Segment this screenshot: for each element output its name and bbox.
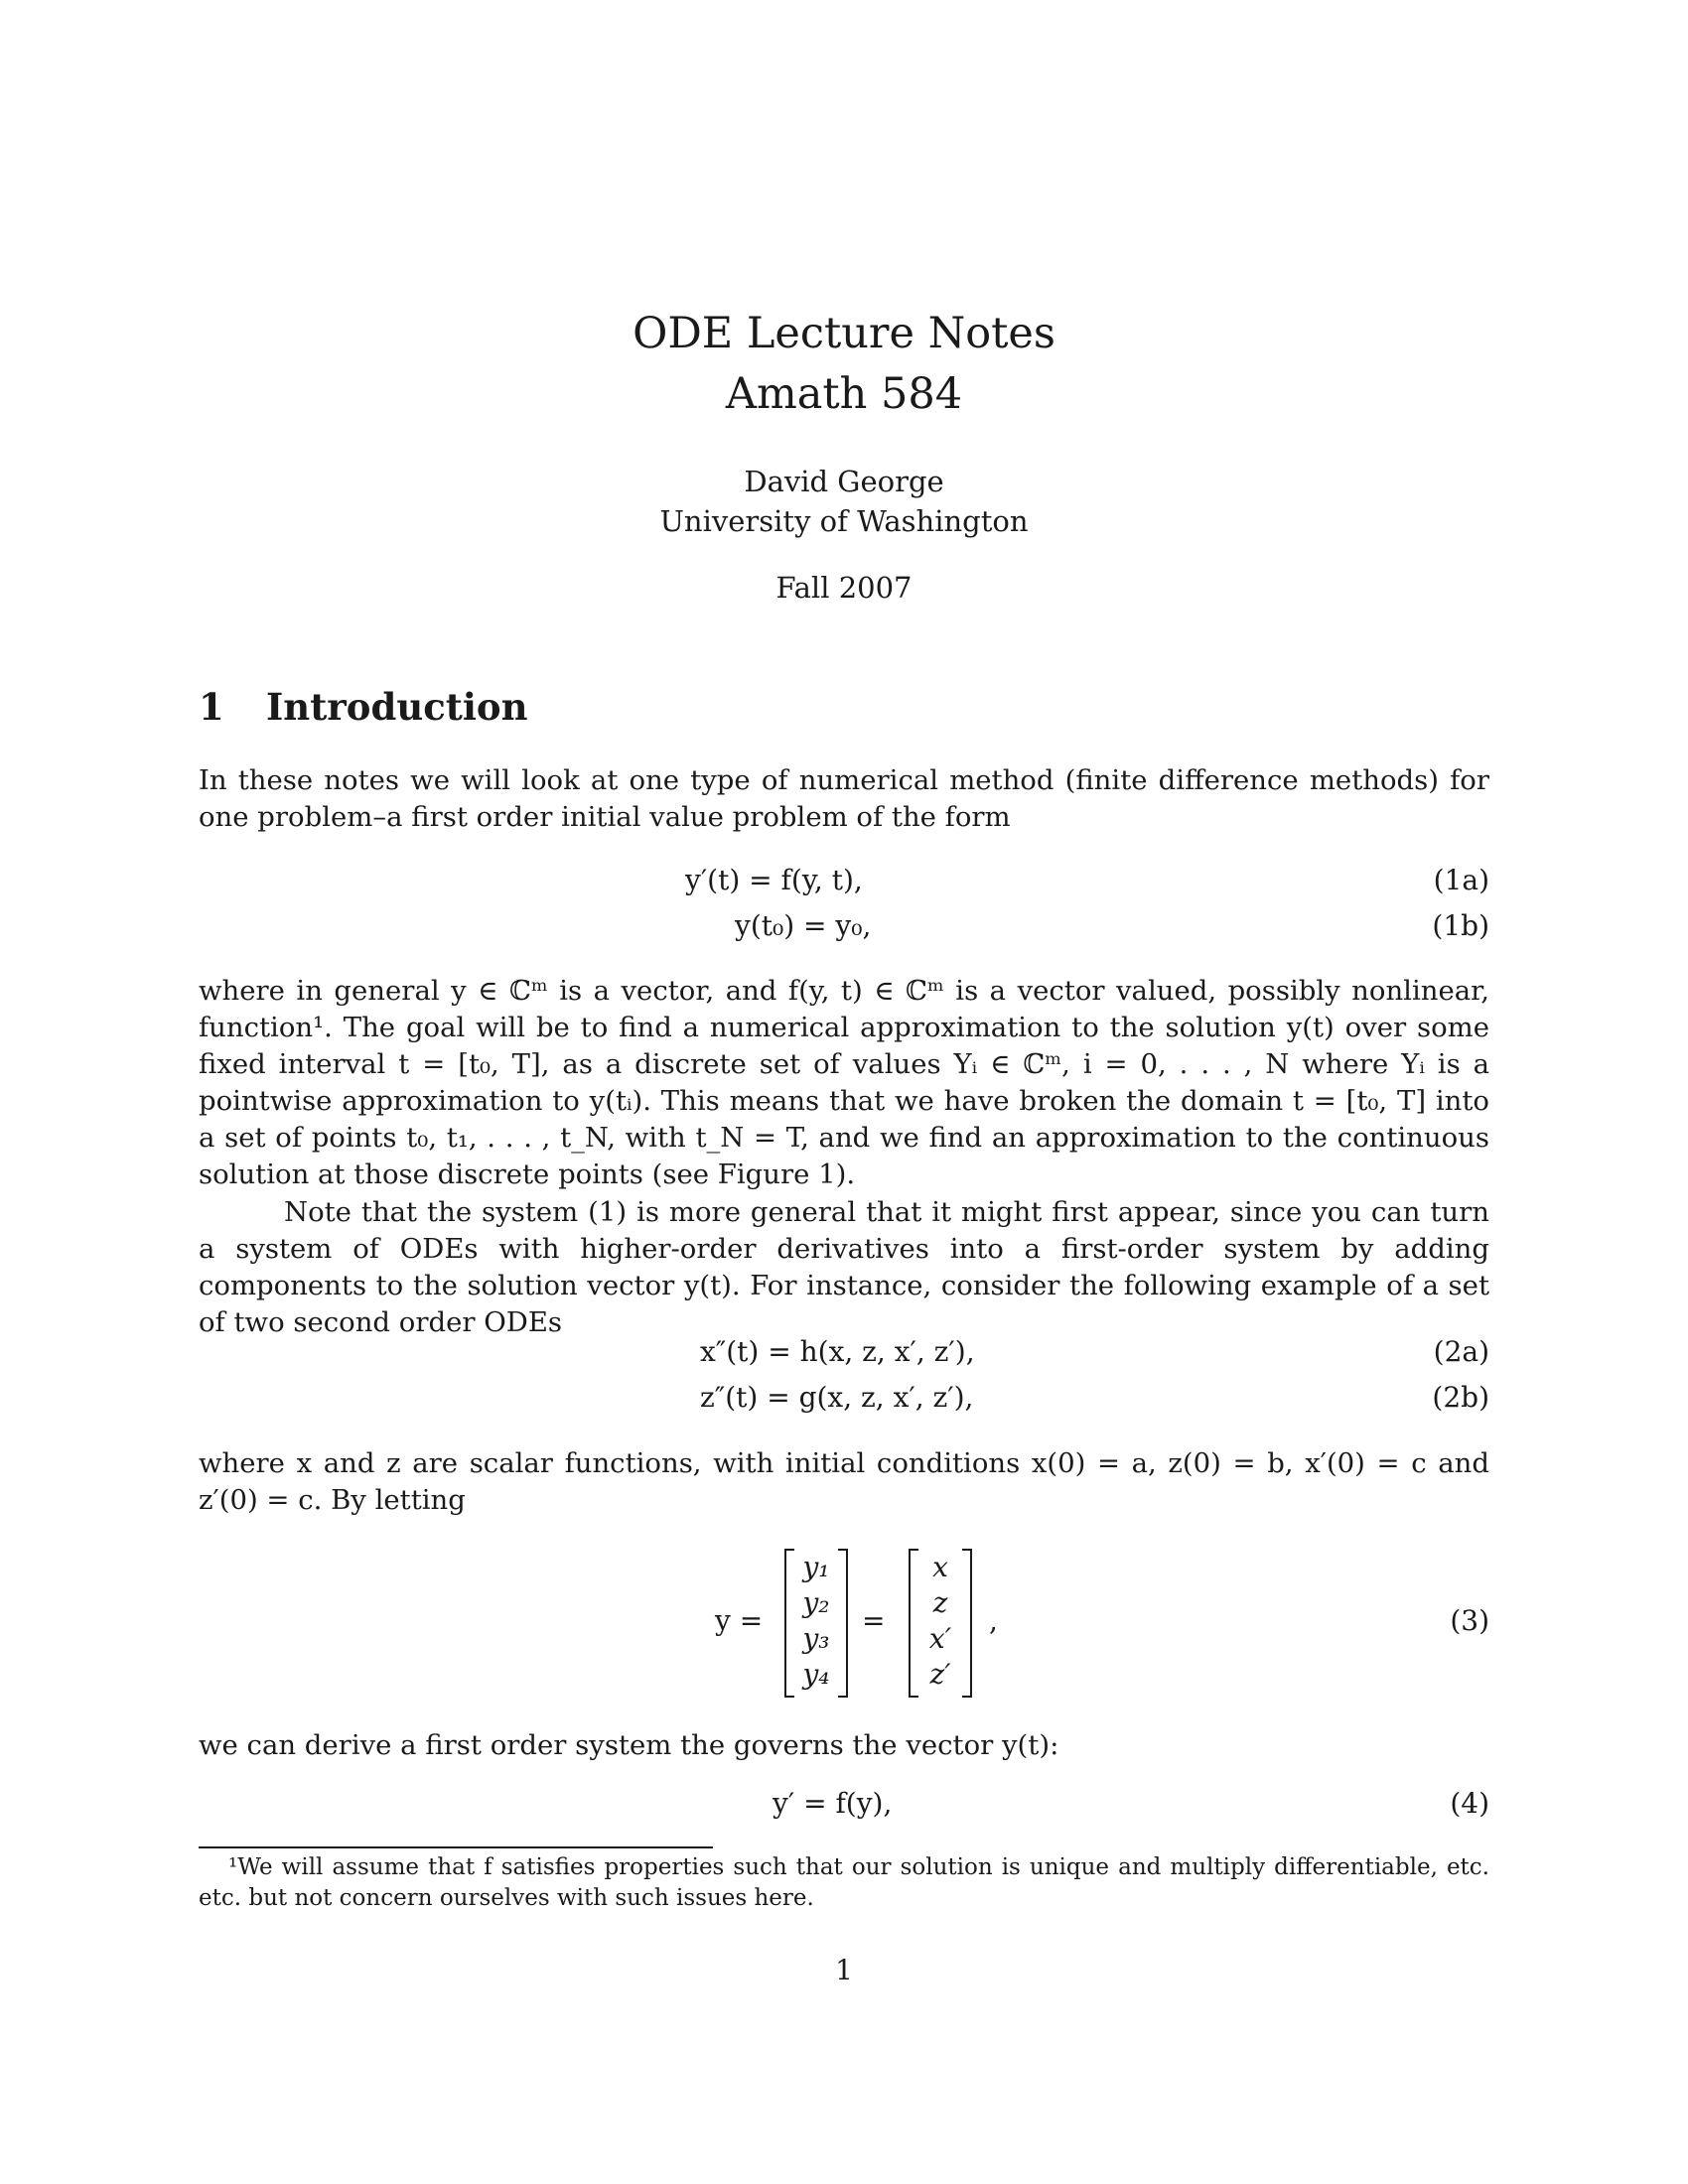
equals-sign: = <box>862 1604 886 1637</box>
equation-1a <box>199 864 1489 903</box>
paragraph: we can derive a first order system the governs the vector y(t): <box>199 1729 1059 1761</box>
author-name: David George <box>744 465 944 498</box>
paper-date: Fall 2007 <box>775 571 913 605</box>
paragraph: Note that the system (1) is more general that it might first appear, since you can turn a system of ODEs with higher-order derivatives into a first-order system by adding components to the solution vector y(t). For instance, consider the following example of a set of two second order ODEs <box>199 1196 1489 1338</box>
equation-tag: (4) <box>1450 1787 1489 1820</box>
vector-entry: y₂ <box>802 1586 830 1619</box>
paragraph: In these notes we will look at one type of numerical method (finite difference methods) for one problem–a first order initial value problem of the form <box>199 764 1489 833</box>
equation-tag: (1a) <box>1433 864 1489 896</box>
equation-body: y′ = f(y), <box>773 1787 893 1820</box>
paper-page <box>199 0 1489 2184</box>
vector-entry: z <box>932 1586 948 1619</box>
equation-tag: (2b) <box>1432 1381 1489 1414</box>
vector-entry: x′ <box>928 1622 952 1655</box>
equation-body: y′(t) = f(y, t), <box>685 864 863 896</box>
equation-2b <box>199 1381 1489 1421</box>
course-number: Amath 584 <box>725 369 963 419</box>
paper-title: ODE Lecture Notes <box>633 309 1055 358</box>
left-vector <box>784 1549 848 1698</box>
equation-body: z″(t) = g(x, z, x′, z′), <box>700 1381 974 1414</box>
equation-2a <box>199 1335 1489 1375</box>
author-affiliation: University of Washington <box>659 504 1029 538</box>
footnote-rule <box>199 1846 713 1848</box>
footnote: ¹We will assume that f satisfies properties such that our solution is unique and multiply differentiable, etc. etc. but not concern ourselves with such issues here. <box>199 1854 1489 1911</box>
equation-lhs: y = <box>715 1604 764 1637</box>
section-title: Introduction <box>266 685 528 729</box>
vector-entry: z′ <box>929 1658 951 1691</box>
equation-4 <box>199 1787 1489 1827</box>
trailing-comma: , <box>989 1604 998 1637</box>
vector-entry: y₄ <box>802 1658 830 1691</box>
equation-1b <box>199 909 1489 949</box>
vector-entry: y₃ <box>802 1622 830 1655</box>
section-number: 1 <box>199 685 224 729</box>
equation-3 <box>199 1549 1489 1698</box>
equation-tag: (3) <box>1450 1604 1489 1637</box>
equation-tag: (2a) <box>1433 1335 1489 1368</box>
equation-tag: (1b) <box>1432 909 1489 942</box>
paragraph: where in general y ∈ ℂᵐ is a vector, and f(y, t) ∈ ℂᵐ is a vector valued, possibly nonlinear, function¹. The goal will be to find a numerical approximation to the solution y(t) over some fixed interval t = [t₀, T], as a discrete set of values Yᵢ ∈ ℂᵐ, i = 0, . . . , N where Yᵢ is a pointwise approximation to y(tᵢ). This means that we have broken the domain t = [t₀, T] into a set of points t₀, t₁, . . . , t_N, with t_N = T, and we find an approximation to the continuous solution at those discrete points (see Figure 1). <box>199 975 1489 1190</box>
page-number: 1 <box>835 1954 853 1986</box>
equation-body: y(t₀) = y₀, <box>735 909 872 942</box>
vector-entry: y₁ <box>802 1551 830 1583</box>
section-heading <box>199 685 528 729</box>
right-vector <box>909 1549 972 1698</box>
paragraph: where x and z are scalar functions, with initial conditions x(0) = a, z(0) = b, x′(0) = c and z′(0) = c. By letting <box>199 1447 1489 1516</box>
equation-body: x″(t) = h(x, z, x′, z′), <box>700 1335 975 1368</box>
vector-entry: x <box>932 1551 948 1583</box>
